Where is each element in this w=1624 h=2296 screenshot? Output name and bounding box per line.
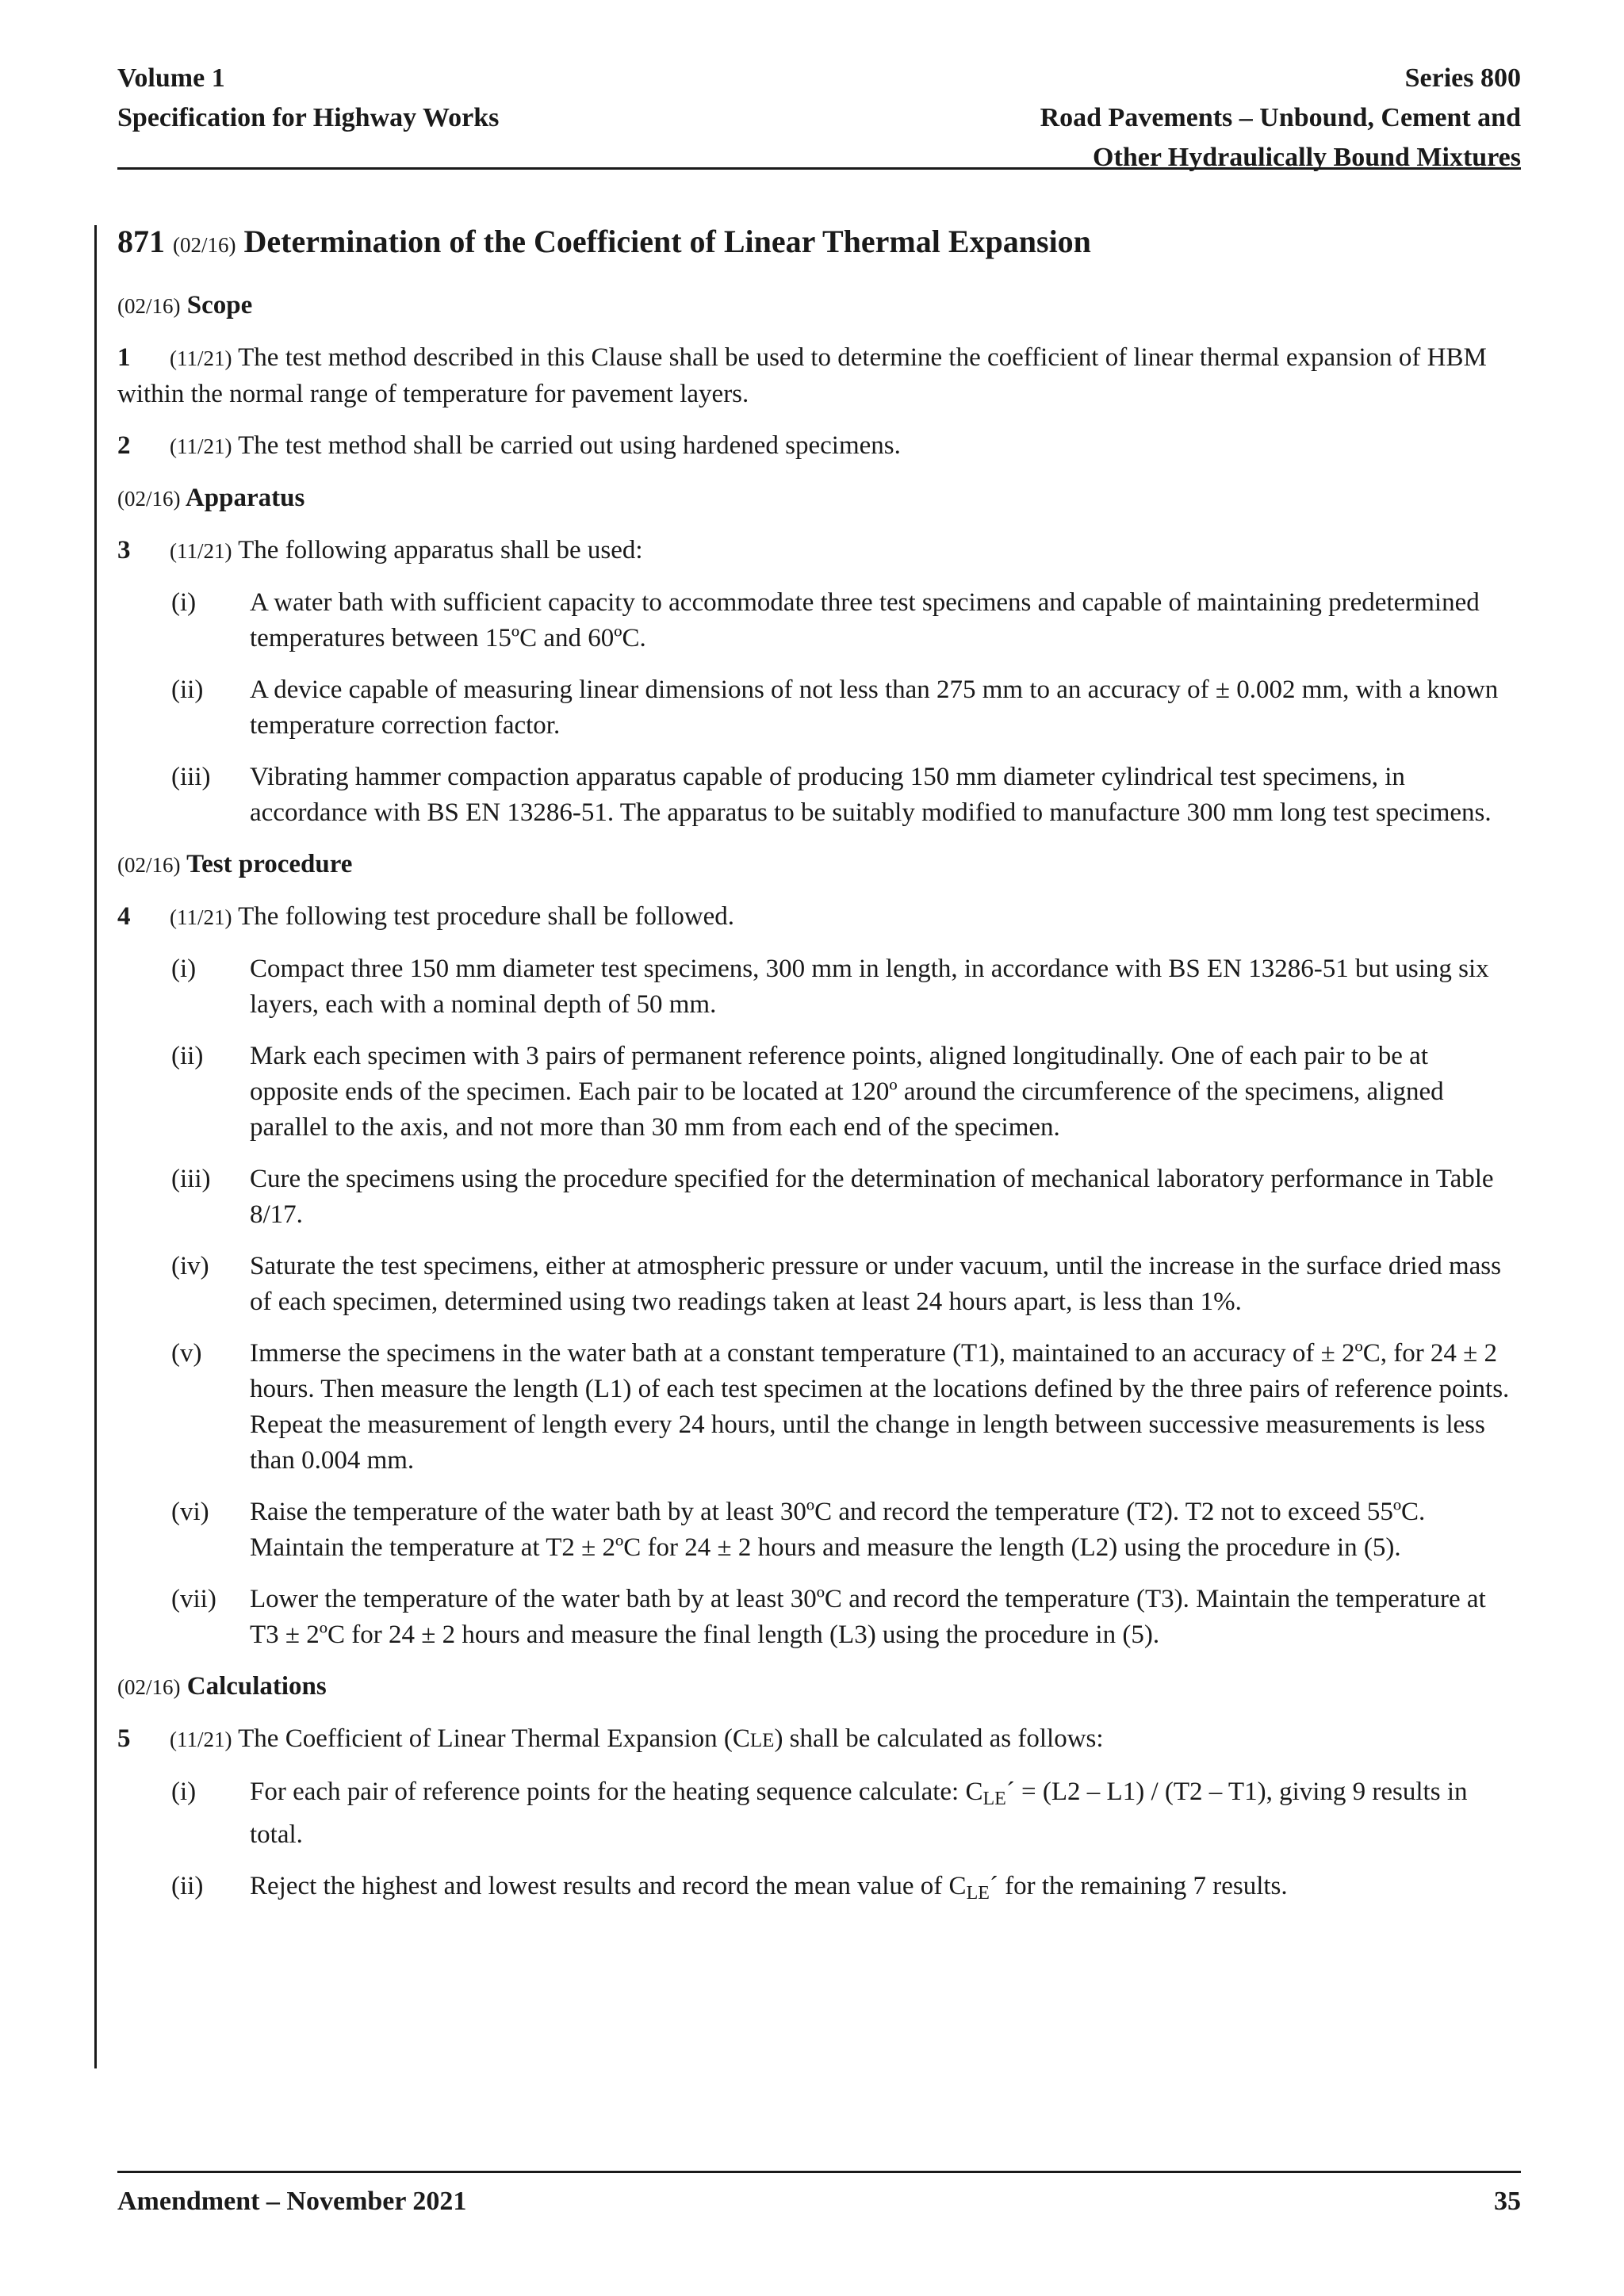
- paragraph-text: The test method described in this Clause shall be used to determine the coefficient of linear thermal expansion of HBM within the normal range of temperature for pavement layers.: [117, 343, 1487, 408]
- paragraph-3: [117, 533, 1521, 569]
- list-item: [117, 760, 1521, 831]
- clause-date: (02/16): [173, 233, 236, 257]
- list-item: [117, 951, 1521, 1023]
- list-item: [117, 1869, 1521, 1911]
- section-heading-test-procedure: [117, 847, 1521, 883]
- paragraph-5: [117, 1721, 1521, 1758]
- section-date: (02/16): [117, 487, 181, 511]
- paragraph-date: (11/21): [170, 539, 232, 563]
- document-title: Specification for Highway Works: [117, 103, 500, 132]
- section-heading-apparatus: [117, 480, 1521, 517]
- series-title-line1: Road Pavements – Unbound, Cement and: [1040, 103, 1521, 132]
- list-item-number: (iii): [171, 1165, 211, 1193]
- section-date: (02/16): [117, 1675, 181, 1699]
- text-run: ) shall be calculated as follows:: [774, 1724, 1104, 1753]
- paragraph-number: 2: [117, 431, 131, 460]
- list-item-number: (vii): [171, 1585, 216, 1613]
- list-item-text: [250, 1869, 1521, 1911]
- list-item-number: (i): [171, 1777, 197, 1806]
- section-title: Test procedure: [186, 850, 353, 878]
- list-item: [117, 1249, 1521, 1320]
- list-item: [117, 1039, 1521, 1146]
- header-right: [1040, 59, 1521, 178]
- list-item-text: Cure the specimens using the procedure specified for the determination of mechanical laboratory performance in Table 8/17.: [250, 1165, 1494, 1229]
- list-item: [117, 1774, 1521, 1853]
- list-item-number: (iv): [171, 1252, 209, 1280]
- subscript-symbol: LE: [966, 1883, 990, 1904]
- list-item-text: Immerse the specimens in the water bath at a constant temperature (T1), maintained to an accuracy of ± 2ºC, for 24 ± 2 hours. Then measure the length (L1) of each test specimen at the locations defined by the three pairs of reference points. Repeat the measurement of length every 24 hours, until the change in length between successive measurements is less than 0.004 mm.: [250, 1339, 1510, 1475]
- list-item: [117, 672, 1521, 744]
- list-item-text: [250, 1774, 1521, 1853]
- footer-rule: [117, 2171, 1521, 2173]
- clause-number: 871: [117, 224, 165, 259]
- section-date: (02/16): [117, 853, 181, 877]
- text-run: The Coefficient of Linear Thermal Expansion (C: [238, 1724, 750, 1753]
- series-title-line2: Other Hydraulically Bound Mixtures: [1093, 143, 1521, 172]
- list-item-number: (ii): [171, 1872, 204, 1900]
- section-title: Scope: [186, 291, 253, 320]
- paragraph-text: The following test procedure shall be followed.: [238, 902, 735, 931]
- paragraph-number: 3: [117, 536, 131, 564]
- subscript-symbol: LE: [749, 1730, 775, 1751]
- clause-title: Determination of the Coefficient of Linear Thermal Expansion: [243, 224, 1091, 259]
- paragraph-date: (11/21): [170, 905, 232, 929]
- subscript-symbol: LE: [982, 1789, 1006, 1809]
- list-item-number: (i): [171, 588, 197, 617]
- list-item-text: A water bath with sufficient capacity to accommodate three test specimens and capable of maintaining predetermined temperatures between 15ºC and 60ºC.: [250, 588, 1480, 652]
- section-title: Apparatus: [185, 484, 305, 512]
- list-item: [117, 1161, 1521, 1233]
- series-label: Series 800: [1404, 63, 1521, 93]
- paragraph-4: [117, 899, 1521, 936]
- paragraph-text: The test method shall be carried out using hardened specimens.: [238, 431, 901, 460]
- page-number: 35: [1494, 2187, 1521, 2216]
- text-run: For each pair of reference points for the heating sequence calculate: C: [250, 1777, 983, 1806]
- list-item: [117, 1336, 1521, 1479]
- list-item-text: Raise the temperature of the water bath by at least 30ºC and record the temperature (T2). T2 not to exceed 55ºC. Maintain the temperature at T2 ± 2ºC for 24 ± 2 hours and measure the length (L2) using the procedure in (5).: [250, 1498, 1426, 1562]
- volume-label: Volume 1: [117, 63, 225, 93]
- clause-heading: [117, 220, 1521, 267]
- list-item-number: (ii): [171, 675, 204, 704]
- section-heading-calculations: [117, 1669, 1521, 1705]
- paragraph-date: (11/21): [170, 346, 232, 370]
- section-date: (02/16): [117, 294, 181, 318]
- paragraph-date: (11/21): [170, 434, 232, 458]
- list-item-text: Saturate the test specimens, either at atmospheric pressure or under vacuum, until the increase in the surface dried mass of each specimen, determined using two readings taken at least 24 hours apart, is less than 1%.: [250, 1252, 1501, 1316]
- paragraph-1: [117, 340, 1521, 412]
- clause-body: [117, 220, 1521, 1927]
- list-item: [117, 1494, 1521, 1566]
- section-heading-scope: [117, 288, 1521, 324]
- header-rule: [117, 167, 1521, 170]
- revision-change-bar: [94, 225, 97, 2068]
- text-run: Reject the highest and lowest results and record the mean value of C: [250, 1872, 967, 1900]
- paragraph-date: (11/21): [170, 1728, 232, 1751]
- paragraph-2: [117, 428, 1521, 465]
- list-item: [117, 585, 1521, 656]
- list-item-number: (iii): [171, 763, 211, 791]
- list-item-text: Compact three 150 mm diameter test specimens, 300 mm in length, in accordance with BS EN 13286-51 but using six layers, each with a nominal depth of 50 mm.: [250, 955, 1489, 1019]
- text-run: ´ = (L2 – L1) / (T2 – T1), giving 9 results in total.: [250, 1777, 1468, 1849]
- paragraph-text: The following apparatus shall be used:: [238, 536, 643, 564]
- list-item-number: (vi): [171, 1498, 209, 1526]
- paragraph-number: 5: [117, 1724, 131, 1753]
- list-item-text: Mark each specimen with 3 pairs of permanent reference points, aligned longitudinally. One of each pair to be at opposite ends of the specimen. Each pair to be located at 120º around the circumference of the specimens, aligned parallel to the axis, and not more than 30 mm from each end of the specimen.: [250, 1042, 1444, 1142]
- section-title: Calculations: [186, 1672, 327, 1701]
- list-item-number: (i): [171, 955, 197, 983]
- paragraph-number: 4: [117, 902, 131, 931]
- text-run: ´ for the remaining 7 results.: [989, 1872, 1288, 1900]
- list-item-text: Vibrating hammer compaction apparatus capable of producing 150 mm diameter cylindrical test specimens, in accordance with BS EN 13286-51. The apparatus to be suitably modified to manufacture 300 mm long test specimens.: [250, 763, 1492, 827]
- amendment-label: Amendment – November 2021: [117, 2187, 467, 2216]
- list-item-text: Lower the temperature of the water bath by at least 30ºC and record the temperature (T3). Maintain the temperature at T3 ± 2ºC for 24 ± 2 hours and measure the final length (L3) using the procedure in (5).: [250, 1585, 1486, 1649]
- paragraph-text: [238, 1724, 1103, 1753]
- list-item-number: (v): [171, 1339, 202, 1368]
- header-left: [117, 59, 499, 138]
- list-item: [117, 1582, 1521, 1653]
- paragraph-number: 1: [117, 343, 131, 372]
- list-item-number: (ii): [171, 1042, 204, 1070]
- list-item-text: A device capable of measuring linear dimensions of not less than 275 mm to an accuracy of ± 0.002 mm, with a known temperature correction factor.: [250, 675, 1499, 740]
